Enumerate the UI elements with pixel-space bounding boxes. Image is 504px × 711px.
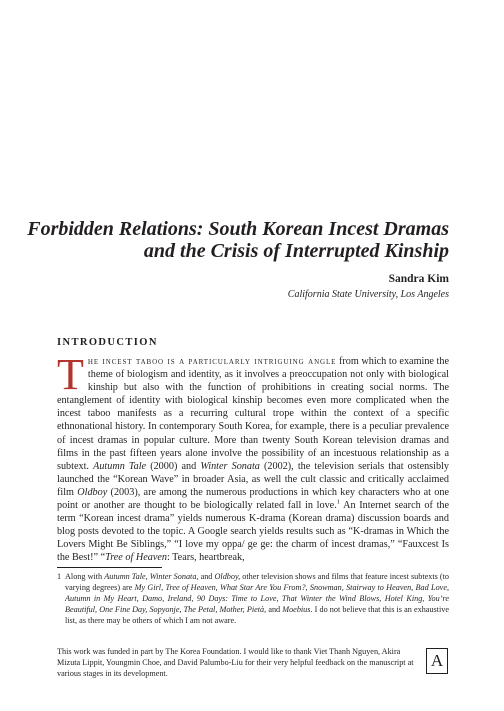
footnote-italic: Moebius. xyxy=(282,605,313,614)
section-heading: INTRODUCTION xyxy=(57,337,158,348)
article-title: Forbidden Relations: South Korean Incest Dramas and the Crisis of Interrupted Kinship xyxy=(27,218,449,262)
lead-in-smallcaps: he incest taboo is a particularly intriguing angle xyxy=(87,356,337,367)
title-winter-sonata: Winter Sonata xyxy=(200,460,260,472)
body-paragraph xyxy=(57,350,450,565)
body-text-run: (2002), the television serials that ostensibly launched the “Korean Wave” in broader Asia, as well the cult classic and critically acclaimed film xyxy=(57,460,449,498)
drop-cap: T xyxy=(57,350,84,399)
footnote-number: 1 xyxy=(57,572,62,581)
footnote-italic: My Girl, Tree of Heaven, What Star Are You From?, Snowman, Stairway to Heaven, Bad Love, Autumn in My Heart, Damo, Ireland, 90 Days: Time to Love, That Winter the Wind Blows, Hotel King, You’re Beautiful, One Fine Day, Sopyonje, The Petal, Mother, Pietà, xyxy=(65,583,450,614)
body-text-run: (2003), are among the numerous productions in which key characters who at one point or another are thought to be biologically related fall in love. xyxy=(57,486,449,512)
author-name: Sandra Kim xyxy=(388,273,449,285)
footnote-italic: Oldboy, xyxy=(214,572,241,581)
footnote-run: and xyxy=(198,572,215,581)
funding-note: This work was funded in part by The Korea Foundation. I would like to thank Viet Thanh Nguyen, Akira Mizuta Lippit, Youngmin Choe, and David Palumbo-Liu for their very helpful feedback on the manuscript at various stages in its development. xyxy=(57,647,414,678)
title-oldboy: Oldboy xyxy=(77,486,108,498)
footnote xyxy=(57,571,449,626)
footnote-run: other television shows and films that feature incest subtexts (to varying degrees) are xyxy=(65,572,449,592)
footnote-text xyxy=(65,571,449,626)
footnote-divider xyxy=(57,567,162,568)
body-text-run: : Tears, heartbreak, xyxy=(166,552,245,564)
footnote-italic: Autumn Tale, Winter Sonata, xyxy=(104,572,199,581)
footnote-reference[interactable]: 1 xyxy=(336,498,340,506)
author-affiliation: California State University, Los Angeles xyxy=(287,289,449,300)
title-autumn-tale: Autumn Tale xyxy=(93,460,147,472)
footnote-run: I do not believe that this is an exhaustive list, as there may be others of which I am not aware. xyxy=(65,605,449,625)
body-text-run: (2000) and xyxy=(146,460,201,472)
body-text-run: An Internet search of the term “Korean incest drama” yields numerous K-drama (Korean drama) discussion boards and blog posts devoted to the topic. A Google search yields results such as “K-dramas in Which the Lovers Might Be Siblings,” “I love my oppa/ ge ge: the charm of incest dramas,” “Fauxcest Is the Best!” “ xyxy=(57,500,450,564)
publisher-logo-icon: A xyxy=(426,648,448,674)
footnote-run: and xyxy=(266,605,283,614)
footnote-run: Along with xyxy=(65,572,105,581)
body-text-run: from which to examine the theme of biologism and identity, as it involves a preoccupation not only with biological kinship but also with the function of prohibitions in creating social norms. The entanglement of identity with biological kinship becomes even more complicated when the incest taboo manifests as a recurring cultural trope within the context of a specific ethnonational history. In contemporary South Korea, for example, there is a peculiar prevalence of incest dramas in popular culture. More than twenty South Korean television dramas and films in the past fifteen years alone involve the possibility of an incestuous relationship as a subtext. xyxy=(57,356,449,472)
title-tree-of-heaven: Tree of Heaven xyxy=(105,552,167,564)
